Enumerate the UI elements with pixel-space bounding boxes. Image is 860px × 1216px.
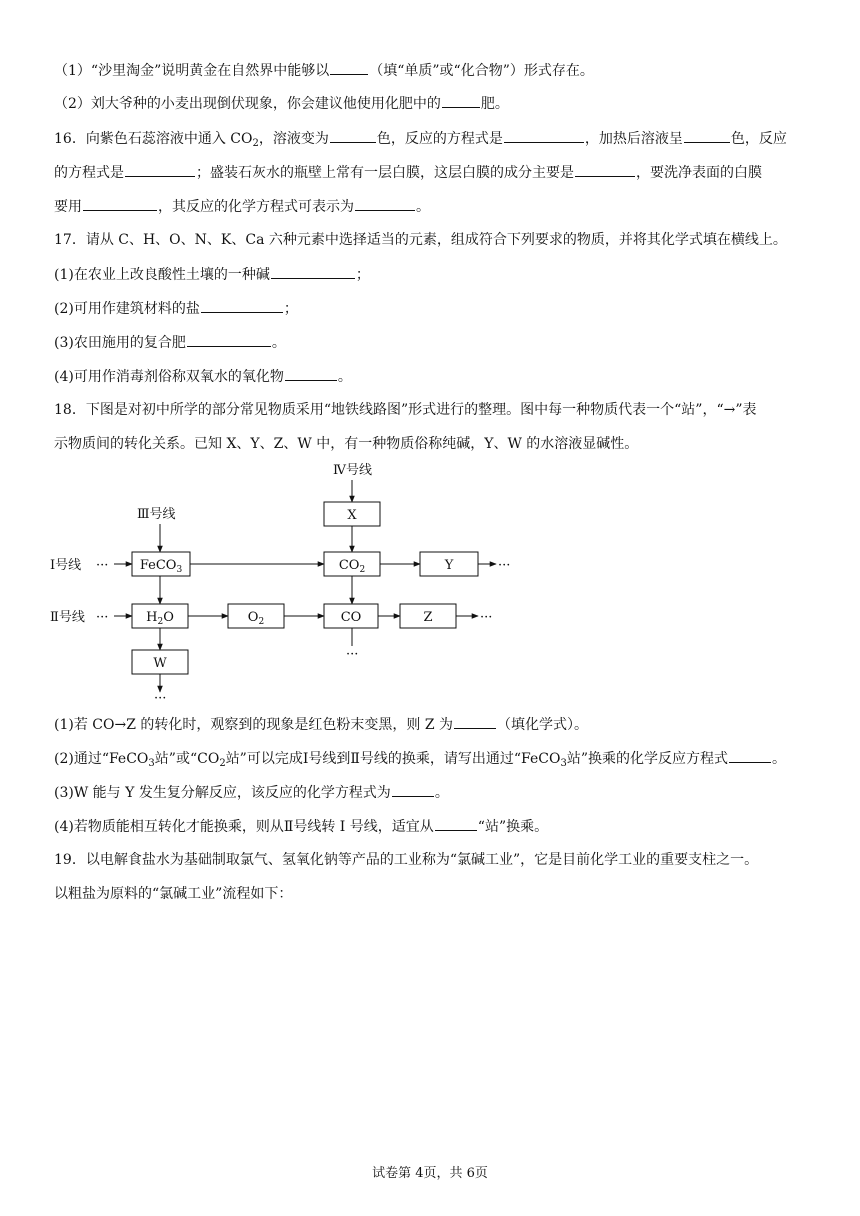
answer-blank[interactable] (330, 60, 368, 75)
text: ，溶液变为 (258, 131, 329, 147)
text: 站”或“CO (154, 751, 220, 767)
text: （填化学式）。 (497, 717, 589, 733)
subscript: 3 (148, 758, 155, 769)
q18-item-3 (54, 782, 449, 803)
q18-item-4 (54, 816, 548, 837)
q16-line-1 (54, 128, 787, 149)
answer-blank[interactable] (330, 128, 376, 143)
answer-blank[interactable] (729, 748, 771, 763)
text: 。 (434, 785, 449, 801)
text: (2)可用作建筑材料的盐 (54, 301, 200, 317)
station-y: Y (444, 558, 454, 573)
text: 要用 (54, 199, 82, 215)
station-co: CO (340, 610, 362, 625)
station-co2: $CO_2$ (338, 558, 366, 575)
text: (3)农田施用的复合肥 (54, 335, 186, 351)
q17-item-2 (54, 298, 298, 319)
text: （填“单质”或“化合物”）形式存在。 (369, 63, 594, 79)
answer-blank[interactable] (187, 332, 271, 347)
subscript: 2 (252, 138, 259, 149)
q18-stem-1: 18．下图是对初中所学的部分常见物质采用“地铁线路图”形式进行的整理。图中每一种物质代表一个“站”，“→”表 (54, 402, 757, 418)
answer-blank[interactable] (435, 816, 477, 831)
text: ； (283, 301, 298, 317)
line-3-label: Ⅲ号线 (137, 507, 176, 522)
line-1-label: Ⅰ号线 (50, 558, 82, 573)
text: ； (355, 267, 370, 283)
text: (3)W 能与 Y 发生复分解反应，该反应的化学方程式为 (54, 785, 391, 801)
answer-blank[interactable] (575, 162, 635, 177)
text: 色，反应的方程式是 (376, 131, 503, 147)
line-3-end-dots: ··· (154, 691, 167, 706)
text: (2)通过“FeCO (54, 751, 149, 767)
text: ，其反应的化学方程式可表示为 (158, 199, 354, 215)
text: (1)在农业上改良酸性土壤的一种碱 (54, 267, 270, 283)
q17-item-3 (54, 332, 286, 353)
answer-blank[interactable] (201, 298, 283, 313)
line-4-end-dots: ··· (346, 647, 359, 662)
subscript: 2 (219, 758, 226, 769)
q17-item-4 (54, 366, 352, 387)
q17-item-1 (54, 264, 370, 285)
text: 站”可以完成Ⅰ号线到Ⅱ号线的换乘，请写出通过“FeCO (225, 751, 561, 767)
q18-item-1 (54, 714, 588, 735)
answer-blank[interactable] (285, 366, 337, 381)
text: ；盛装石灰水的瓶壁上常有一层白膜，这层白膜的成分主要是 (196, 165, 574, 181)
q16-line-3 (54, 196, 430, 217)
q19-line-2: 以粗盐为原料的“氯碱工业”流程如下： (54, 886, 293, 902)
answer-blank[interactable] (125, 162, 195, 177)
answer-blank[interactable] (454, 714, 496, 729)
line-2-label: Ⅱ号线 (50, 610, 85, 625)
station-feco3: FeCO$_3$ (139, 558, 183, 575)
text: 色，反应 (730, 131, 787, 147)
page-footer: 试卷第 4页，共 6页 (372, 1166, 488, 1181)
text: 站”换乘的化学反应方程式 (566, 751, 729, 767)
text: 。 (337, 369, 352, 385)
answer-blank[interactable] (504, 128, 584, 143)
q15-line-1 (54, 60, 594, 81)
q15-line-2 (54, 93, 509, 114)
station-z: Z (423, 610, 433, 625)
station-w: W (153, 656, 167, 671)
text: 肥。 (480, 96, 509, 112)
answer-blank[interactable] (271, 264, 355, 279)
subscript: 3 (560, 758, 567, 769)
text: 16．向紫色石蕊溶液中通入 CO (54, 131, 253, 147)
answer-blank[interactable] (392, 782, 434, 797)
text: “站”换乘。 (477, 819, 549, 835)
q16-line-2 (54, 162, 762, 183)
text: (1)若 CO→Z 的转化时，观察到的现象是红色粉末变黑，则 Z 为 (54, 717, 454, 733)
text: 。 (416, 199, 430, 215)
answer-blank[interactable] (355, 196, 415, 211)
text: (4)若物质能相互转化才能换乘，则从Ⅱ号线转 Ⅰ 号线，适宜从 (54, 819, 434, 835)
text: （2）刘大爷种的小麦出现倒伏现象，你会建议他使用化肥中的 (54, 96, 441, 112)
station-x: X (347, 508, 357, 523)
line-2-dots: ··· (96, 610, 109, 625)
q18-item-2 (54, 748, 786, 769)
q19-line-1: 19．以电解食盐水为基础制取氯气、氢氧化钠等产品的工业称为“氯碱工业”，它是目前化学工业的重要支柱之一。 (54, 852, 759, 868)
q17-stem: 17．请从 C、H、O、N、K、Ca 六种元素中选择适当的元素，组成符合下列要求的物质，并将其化学式填在横线上。 (54, 232, 787, 248)
answer-blank[interactable] (442, 93, 480, 108)
line-4-label: Ⅳ号线 (333, 463, 372, 478)
station-h2o: $H_2O$ (146, 610, 174, 627)
station-o2: $O_2$ (247, 610, 265, 627)
text: 的方程式是 (54, 165, 124, 181)
subway-map-diagram (50, 458, 520, 708)
line-1-dots: ··· (96, 558, 109, 573)
answer-blank[interactable] (83, 196, 157, 211)
text: 。 (271, 335, 286, 351)
text: ，加热后溶液呈 (584, 131, 683, 147)
q18-stem-2: 示物质间的转化关系。已知 X、Y、Z、W 中，有一种物质俗称纯碱，Y、W 的水溶液显碱性。 (54, 436, 639, 452)
text: ，要洗净表面的白膜 (636, 165, 762, 181)
line-1-end-dots: ··· (498, 558, 511, 573)
text: 。 (772, 751, 787, 767)
text: (4)可用作消毒剂俗称双氧水的氧化物 (54, 369, 284, 385)
text: （1）“沙里淘金”说明黄金在自然界中能够以 (54, 63, 330, 79)
line-2-end-dots: ··· (480, 610, 493, 625)
answer-blank[interactable] (684, 128, 730, 143)
